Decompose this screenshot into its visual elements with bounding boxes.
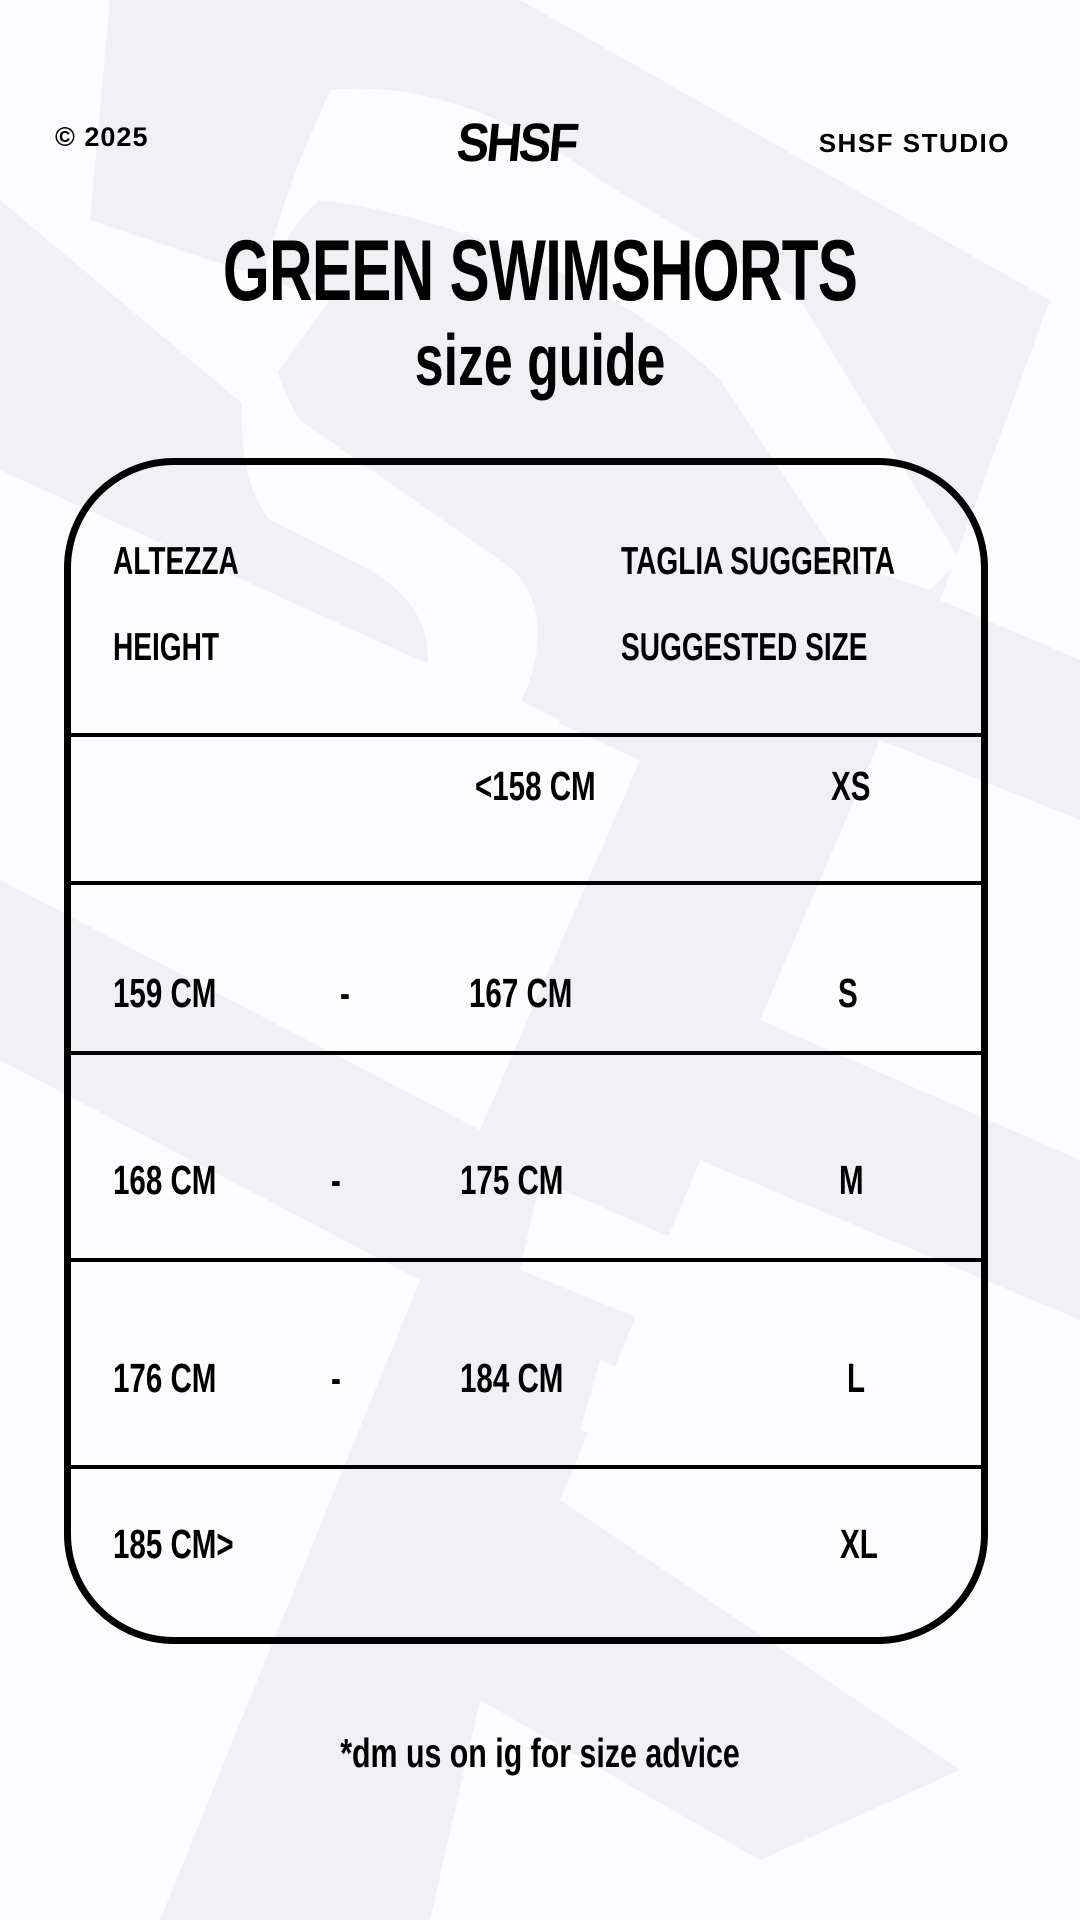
page-subtitle: [0, 320, 1080, 402]
studio-name: SHSF STUDIO: [818, 128, 1010, 158]
row-divider: [70, 1258, 984, 1262]
row-s-height-from: 159 CM: [113, 970, 217, 1016]
brand-logo: [454, 112, 600, 173]
header-size-it: TAGLIA SUGGERITA: [621, 540, 896, 583]
footer-note: [0, 1730, 1080, 1777]
page-subtitle-text: size guide: [414, 321, 666, 401]
row-xl-size: XL: [840, 1521, 878, 1567]
header-height-en: HEIGHT: [113, 626, 220, 669]
logo-wordmark: SHSF: [454, 113, 579, 173]
page-title: [0, 222, 1080, 321]
row-m-dash: -: [331, 1157, 341, 1203]
copyright-text: © 2025: [55, 122, 149, 152]
row-s-dash: -: [340, 970, 350, 1016]
header-size-en: SUGGESTED SIZE: [621, 626, 868, 669]
row-divider: [70, 881, 984, 885]
row-divider: [70, 1465, 984, 1469]
row-m-height-from: 168 CM: [113, 1157, 217, 1203]
row-divider: [70, 733, 984, 737]
row-s-size: S: [838, 970, 858, 1016]
row-xl-height-from: 185 CM>: [113, 1521, 234, 1567]
row-divider: [70, 1051, 984, 1055]
row-xs-size: XS: [831, 763, 871, 809]
row-l-height-to: 184 CM: [460, 1355, 564, 1401]
row-s-height-to: 167 CM: [469, 970, 573, 1016]
row-l-height-from: 176 CM: [113, 1355, 217, 1401]
header-height-it: ALTEZZA: [113, 540, 239, 583]
row-xs-height: <158 CM: [475, 763, 596, 809]
footer-note-text: *dm us on ig for size advice: [340, 1730, 740, 1776]
page-title-text: GREEN SWIMSHORTS: [222, 223, 858, 319]
row-m-size: M: [839, 1157, 864, 1203]
row-l-dash: -: [331, 1355, 341, 1401]
row-l-size: L: [847, 1355, 866, 1401]
row-m-height-to: 175 CM: [460, 1157, 564, 1203]
